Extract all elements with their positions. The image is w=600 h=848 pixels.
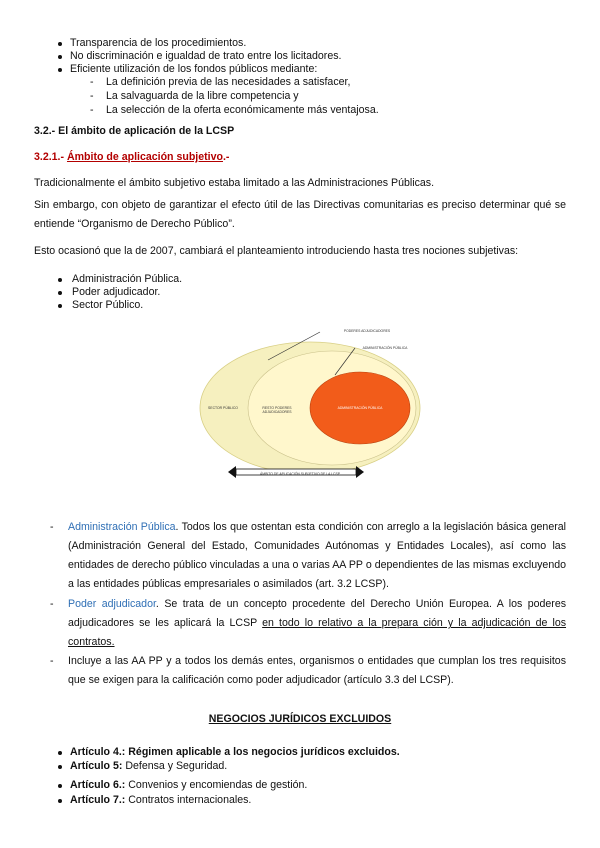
excluded-rest: Convenios y encomiendas de gestión. (125, 779, 308, 791)
definition-underlined: en todo lo relativo a la prepara ción y la adjudicación de los contratos. (68, 617, 567, 648)
excluded-label: Artículo 6.: (70, 779, 126, 791)
bullet-dot (58, 799, 62, 803)
excluded-item (70, 779, 307, 792)
excluded-rest: Contratos internacionales. (125, 794, 252, 806)
bullet-dot (58, 304, 62, 308)
definition-dash: - (50, 598, 54, 610)
definition-poder (68, 595, 566, 652)
subheading-number: 3.2.1.- (34, 151, 67, 163)
bullet-dot (58, 55, 62, 59)
definition-dash: - (50, 521, 54, 533)
label-sector-publico: SECTOR PÚBLICO (208, 406, 238, 410)
term-administracion: Administración Pública (68, 521, 176, 533)
definition-incluye: Incluye a las AA PP y a todos los demás entes, organismos o entidades que cumplan los tres requisitos que se exigen para la calificación como poder adjudicador (artículo 3.3 del LCSP). (68, 655, 566, 686)
sub-dash: - (90, 90, 94, 102)
bullet-dot (58, 784, 62, 788)
definition-text: . Se trata de un concepto procedente del Derecho Unión Europea. A los poderes adjudicadores se les aplicará la LCSP (68, 598, 567, 629)
sub-dash: - (90, 76, 94, 88)
section-heading: 3.2.- El ámbito de aplicación de la LCSP (34, 125, 235, 137)
paragraph: Sin embargo, con objeto de garantizar el efecto útil de las Directivas comunitarias es preciso determinar qué se entiende “Organismo de Derecho Público”. (34, 199, 566, 230)
label-admin-center: ADMINISTRACIÓN PÚBLICA (337, 406, 383, 410)
definition-admin (68, 518, 566, 594)
excluded-label: Artículo 7.: (70, 794, 126, 806)
bullet-dot (58, 765, 62, 769)
label-arrow: ÁMBITO DE APLICACIÓN SUBJETIVO DE LA LCSP (259, 472, 341, 476)
subheading-suffix: .- (222, 151, 230, 163)
bullet-dot (58, 278, 62, 282)
sub-item: La definición previa de las necesidades a satisfacer, (106, 76, 351, 88)
principle-item: Eficiente utilización de los fondos públicos mediante: (70, 63, 318, 75)
paragraph: Tradicionalmente el ámbito subjetivo estaba limitado a las Administraciones Públicas. (34, 177, 435, 189)
sub-dash: - (90, 104, 94, 116)
principle-item: Transparencia de los procedimientos. (70, 37, 247, 49)
excluded-rest: Defensa y Seguridad. (122, 760, 228, 772)
definition-dash: - (50, 655, 54, 667)
notion-item: Poder adjudicador. (72, 286, 161, 298)
excluded-item (70, 760, 227, 773)
bullet-dot (58, 42, 62, 46)
bullet-dot (58, 751, 62, 755)
excluded-item (70, 794, 251, 807)
bullet-dot (58, 291, 62, 295)
bullet-dot (58, 68, 62, 72)
label-resto-poderes: RESTO PODERES ADJUDICADORES (262, 406, 292, 414)
subsection-heading (34, 151, 566, 164)
principle-item: No discriminación e igualdad de trato entre los licitadores. (70, 50, 342, 62)
term-poder-adjudicador: Poder adjudicador (68, 598, 156, 610)
notion-item: Sector Público. (72, 299, 144, 311)
definition-text: . Todos los que ostentan esta condición con arreglo a la legislación básica general (Administración General del Estado, Comunidades Autónomas y Entidades Locales), así como las entidades de derecho público vinculadas a una o varias AA PP o dependientes de las mismas excluyendo a las entidades públicas empresariales o asimilados (art. 3.2 LCSP). (68, 521, 566, 590)
subheading-title: Ámbito de aplicación subjetivo (66, 151, 223, 163)
sub-item: La selección de la oferta económicamente más ventajosa. (106, 104, 379, 116)
label-admin-top: ADMINISTRACIÓN PÚBLICA (362, 346, 408, 350)
excluded-title: NEGOCIOS JURÍDICOS EXCLUIDOS (208, 713, 392, 725)
excluded-item (70, 746, 400, 759)
excluded-label: Artículo 5: (70, 760, 123, 772)
paragraph: Esto ocasionó que la de 2007, cambiará el planteamiento introduciendo hasta tres nociones subjetivas: (34, 245, 519, 257)
notion-item: Administración Pública. (72, 273, 183, 285)
label-poderes-adjudicadores: PODERES ADJUDICADORES (343, 329, 391, 333)
arrow-left-head (228, 466, 236, 478)
excluded-label: Artículo 4.: Régimen aplicable a los negocios jurídicos excluidos. (70, 746, 400, 758)
sub-item: La salvaguarda de la libre competencia y (106, 90, 299, 102)
